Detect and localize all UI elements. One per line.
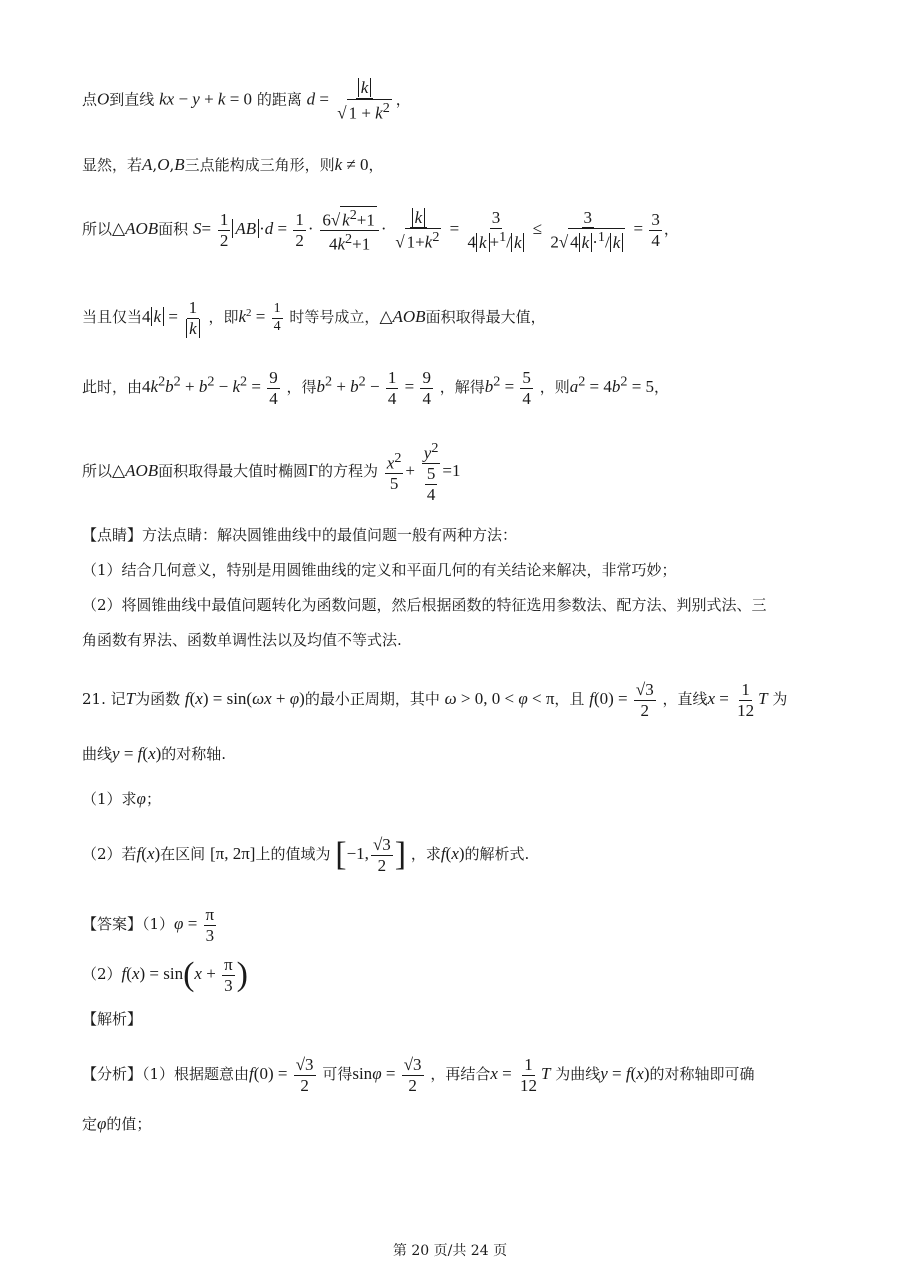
line-solve-b: 此时，由$4k^2b^2 + b^2 - k^2$ = $\frac{9}{4}$ ，得$b^2 + b^2$ − $\frac{1}{4}$ = $\frac{9}{4}$ ，解得$b^2$ = $\frac{5}{4}$ ，则$a^2 = 4b^2 = 5$， xyxy=(82,368,670,408)
line-area-inequality: 所以△AOB面积 S= $\frac{1}{2}$ AB ·d = $\frac{1}{2}$ · $\frac{6√ k^2+1}{4k^2+1}$ · $\frac{k}{√ 1+k^2}$ = $\frac{3}{4 k +^1/ k}$ ≤ $\frac{3}{2√ 4 k \cdot^1/ k}$ = $\frac{3}{4}$ ， xyxy=(82,207,679,254)
line-triangle-condition: 显然，若A,O,B三点能构成三角形，则k ≠ 0， xyxy=(82,155,384,174)
tip-method-2: （2）将圆锥曲线中最值问题转化为函数问题，然后根据函数的特征选用参数法、配方法、判别式法、三 xyxy=(82,596,767,614)
tip-method-2-cont: 角函数有界法、函数单调性法以及均值不等式法. xyxy=(82,631,402,649)
answer-part2: （2）f(x) = sin(x + $\frac{\pi}{3}$ ) xyxy=(82,955,248,995)
problem-21-axis: 曲线y = f(x)的对称轴. xyxy=(82,744,227,763)
problem-21-part1: （1）求φ； xyxy=(82,789,161,808)
line-equality-condition: 当且仅当4 k = $\frac{1}{k}$ ，即$k^2$ = $\frac{1}{4}$ 时等号成立，△AOB面积取得最大值， xyxy=(82,298,546,338)
analysis-part1-cont: 定φ的值； xyxy=(82,1114,152,1133)
answer-part1: 【答案】（1）φ = $\frac{\pi}{3}$ xyxy=(82,905,215,945)
tip-heading: 【点睛】方法点睛：解决圆锥曲线中的最值问题一般有两种方法： xyxy=(82,526,518,544)
line-distance: 点O到直线 kx − y + k = 0 的距离 d = $\frac{k}{√ 1 + k^2}$ ， xyxy=(82,78,411,123)
page-footer: 第 20 页/共 24 页 xyxy=(392,1243,508,1259)
tip-method-1: （1）结合几何意义，特别是用圆锥曲线的定义和平面几何的有关结论来解决，非常巧妙； xyxy=(82,561,677,579)
analysis-part1: 【分析】（1）根据题意由f(0) = $\frac{√3}{2}$ 可得sinφ = $\frac{√3}{2}$ ，再结合x = $\frac{1}{12}$ T 为曲线y = f(x)的对称轴即可确 xyxy=(82,1055,755,1095)
problem-21-statement: 21. 记T为函数 f(x) = sin(ωx + φ)的最小正周期，其中 ω > 0, 0 < φ < π，且 f(0) = $\frac{√3}{2}$ ，直线x = $\frac{1}{12}$ T 为 xyxy=(82,680,788,720)
problem-21-part2: （2）若f(x)在区间 [π, 2π]上的值域为 [−1, $\frac{√3}{2}$ ] ，求f(x)的解析式. xyxy=(82,835,530,875)
analysis-heading: 【解析】 xyxy=(82,1010,143,1028)
line-ellipse-equation: 所以△AOB面积取得最大值时椭圆Γ的方程为 $\frac{x^2}{5}$ + $\frac{y^2}{\frac{5}{4}}$ =1 xyxy=(82,440,461,504)
